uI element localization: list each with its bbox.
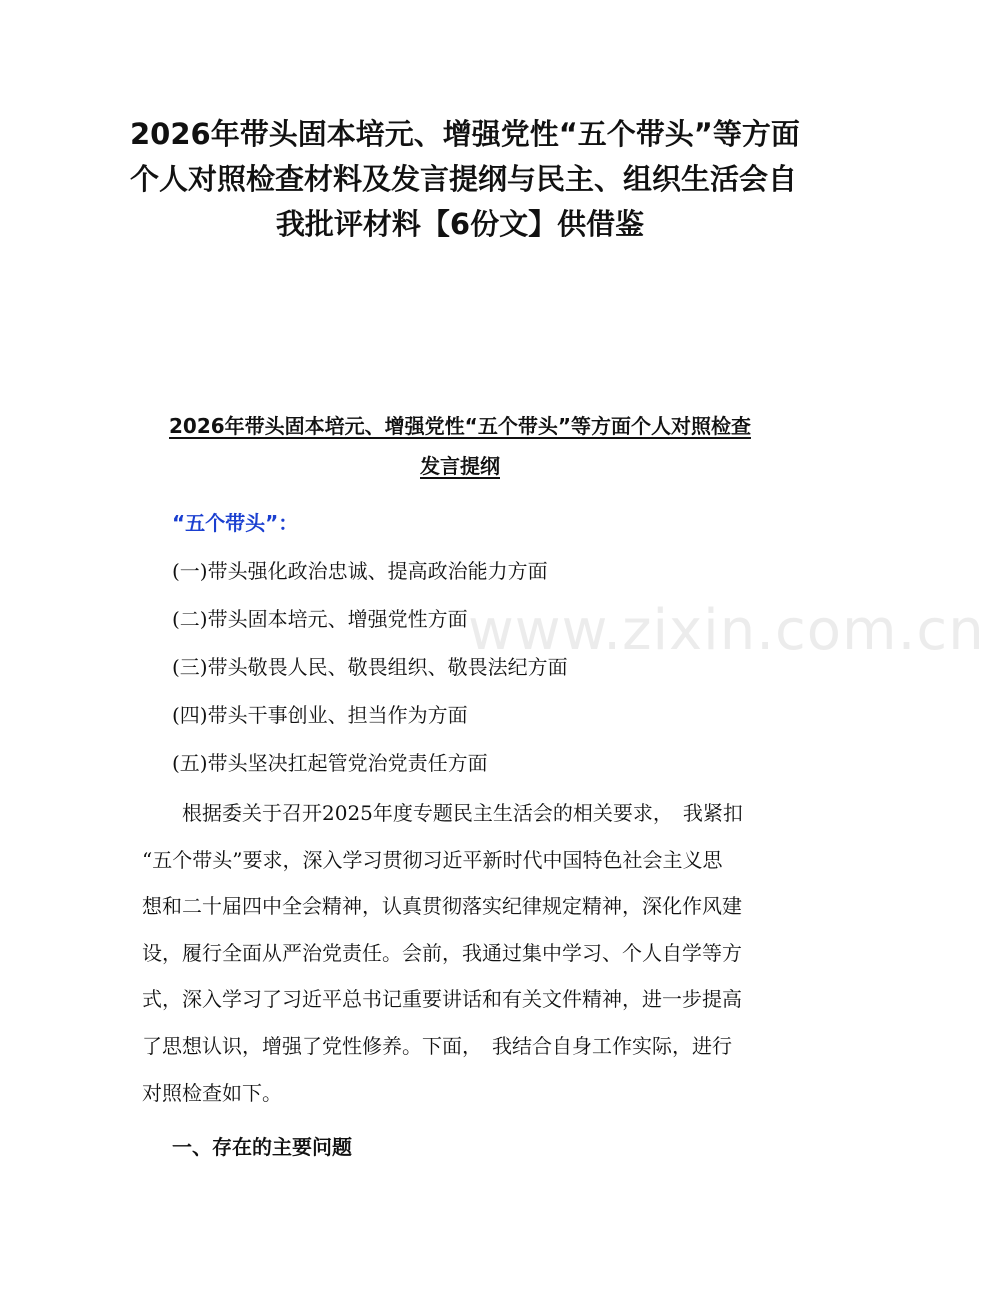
section-heading-line-1: 2026年带头固本培元、增强党性“五个带头”等方面个人对照检查 <box>169 414 751 438</box>
subheading-main-problems: 一、存在的主要问题 <box>172 1135 352 1159</box>
document-title <box>130 112 800 247</box>
body-line: 想和二十届四中全会精神，认真贯彻落实纪律规定精神，深化作风建 <box>142 894 742 919</box>
list-item-4: (四)带头干事创业、担当作为方面 <box>172 703 468 727</box>
section-heading-line-2: 发言提纲 <box>420 454 500 478</box>
section-heading <box>130 406 790 486</box>
body-line: 对照检查如下。 <box>142 1080 282 1105</box>
list-intro: “五个带头”： <box>172 511 299 535</box>
body-line: 式，深入学习了习近平总书记重要讲话和有关文件精神，进一步提高 <box>142 987 742 1012</box>
title-line-2: 个人对照检查材料及发言提纲与民主、组织生活会自 <box>130 162 798 196</box>
list-item-1: (一)带头强化政治忠诚、提高政治能力方面 <box>172 559 548 583</box>
body-line: 根据委关于召开2025年度专题民主生活会的相关要求， 我紧扣 <box>142 801 743 825</box>
list-item-5: (五)带头坚决扛起管党治党责任方面 <box>172 751 488 775</box>
list-item-2: (二)带头固本培元、增强党性方面 <box>172 607 468 631</box>
watermark: www.zixin.com.cn <box>468 598 985 663</box>
body-line: 了思想认识，增强了党性修养。下面， 我结合自身工作实际，进行 <box>142 1033 732 1058</box>
body-paragraph <box>142 790 782 1116</box>
body-line: 设，履行全面从严治党责任。会前，我通过集中学习、个人自学等方 <box>142 940 742 965</box>
body-line: “五个带头”要求，深入学习贯彻习近平新时代中国特色社会主义思 <box>142 847 723 872</box>
title-line-3: 我批评材料【6份文】供借鉴 <box>275 207 645 241</box>
title-line-1: 2026年带头固本培元、增强党性“五个带头”等方面 <box>130 117 800 151</box>
list-item-3: (三)带头敬畏人民、敬畏组织、敬畏法纪方面 <box>172 655 568 679</box>
